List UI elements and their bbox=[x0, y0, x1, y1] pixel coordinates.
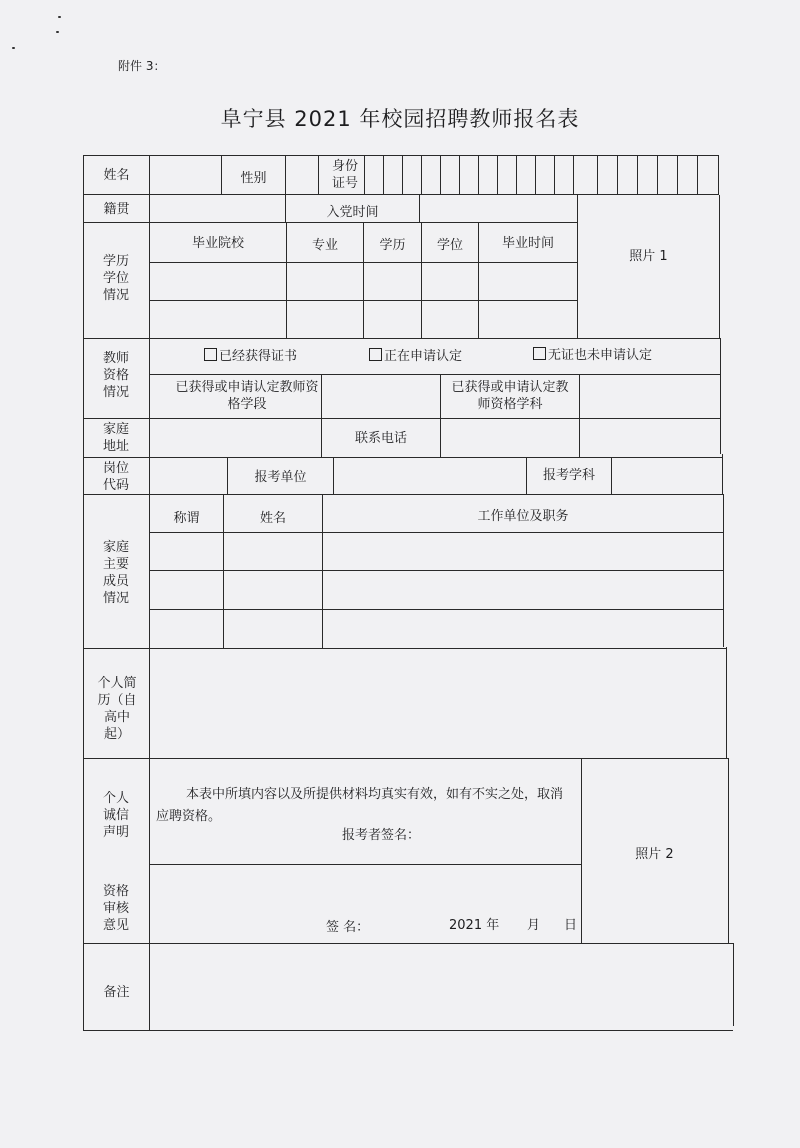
photo-2-label: 照片 2 bbox=[635, 847, 674, 862]
photo-1-label: 照片 1 bbox=[629, 249, 668, 264]
review-day: 日 bbox=[564, 918, 578, 933]
name-field[interactable] bbox=[150, 156, 220, 194]
scan-speck bbox=[56, 31, 59, 33]
education-col-grad-date: 毕业时间 bbox=[501, 236, 554, 251]
qualification-stage-label: 已获得或申请认定教师资格学段 bbox=[175, 380, 319, 412]
review-section-label: 资格审核意见 bbox=[102, 884, 129, 933]
integrity-section-label: 个人诚信声明 bbox=[102, 791, 129, 840]
education-col-major: 专业 bbox=[311, 238, 338, 253]
option-obtained-label: 已经获得证书 bbox=[219, 349, 298, 364]
resume-section-label: 个人简历（自高中起） bbox=[97, 676, 137, 742]
phone-field[interactable] bbox=[441, 419, 578, 456]
checkbox-icon[interactable] bbox=[204, 348, 217, 361]
native-place-field[interactable] bbox=[150, 195, 285, 222]
family-col-relation: 称谓 bbox=[173, 511, 200, 526]
remarks-label: 备注 bbox=[103, 985, 130, 1000]
review-year: 2021 年 bbox=[449, 918, 500, 933]
education-col-academic-degree: 学位 bbox=[436, 238, 463, 253]
address-field[interactable] bbox=[150, 419, 320, 456]
family-col-work: 工作单位及职务 bbox=[477, 509, 569, 524]
scan-speck bbox=[12, 47, 15, 49]
qualification-section-label: 教师资格情况 bbox=[102, 351, 129, 400]
attachment-label: 附件 3： bbox=[118, 59, 166, 73]
option-applying-label: 正在申请认定 bbox=[384, 349, 463, 364]
unit-field[interactable] bbox=[334, 458, 525, 493]
integrity-statement: 本表中所填内容以及所提供材料均真实有效，如有不实之处，取消应聘资格。 bbox=[156, 787, 564, 824]
gender-field[interactable] bbox=[286, 156, 317, 194]
party-join-date-field[interactable] bbox=[420, 195, 577, 222]
party-join-date-label: 入党时间 bbox=[326, 205, 379, 220]
education-section-label: 学历学位情况 bbox=[102, 254, 129, 303]
family-section-label: 家庭主要成员情况 bbox=[102, 540, 129, 606]
native-place-label: 籍贯 bbox=[103, 202, 130, 217]
education-col-school: 毕业院校 bbox=[191, 236, 244, 251]
option-none-label: 无证也未申请认定 bbox=[548, 348, 653, 363]
option-obtained-checkbox[interactable] bbox=[204, 348, 297, 365]
qualification-subject-label: 已获得或申请认定教师资格学科 bbox=[451, 380, 569, 412]
option-none-checkbox[interactable] bbox=[533, 347, 652, 364]
option-applying-checkbox[interactable] bbox=[369, 348, 462, 365]
subject-label: 报考学科 bbox=[542, 468, 595, 483]
document-title: 阜宁县 2021 年校园招聘教师报名表 bbox=[220, 107, 580, 131]
name-label: 姓名 bbox=[103, 168, 130, 183]
position-code-field[interactable] bbox=[150, 458, 226, 493]
subject-field[interactable] bbox=[612, 458, 721, 493]
id-number-label: 身份证号 bbox=[331, 159, 358, 191]
checkbox-icon[interactable] bbox=[369, 348, 382, 361]
review-signature-label: 签 名： bbox=[326, 920, 370, 935]
family-col-name: 姓名 bbox=[259, 511, 286, 526]
address-label: 家庭地址 bbox=[102, 422, 129, 454]
education-col-degree: 学历 bbox=[379, 238, 406, 253]
scan-speck bbox=[58, 16, 61, 18]
review-month: 月 bbox=[527, 918, 541, 933]
gender-label: 性别 bbox=[240, 171, 267, 186]
integrity-signature-label: 报考者签名： bbox=[342, 828, 421, 843]
phone-label: 联系电话 bbox=[354, 431, 407, 446]
id-number-field[interactable] bbox=[365, 156, 718, 194]
position-code-label: 岗位代码 bbox=[102, 461, 129, 493]
unit-label: 报考单位 bbox=[254, 470, 307, 485]
checkbox-icon[interactable] bbox=[533, 347, 546, 360]
resume-field[interactable] bbox=[150, 649, 725, 757]
remarks-field[interactable] bbox=[150, 944, 732, 1029]
